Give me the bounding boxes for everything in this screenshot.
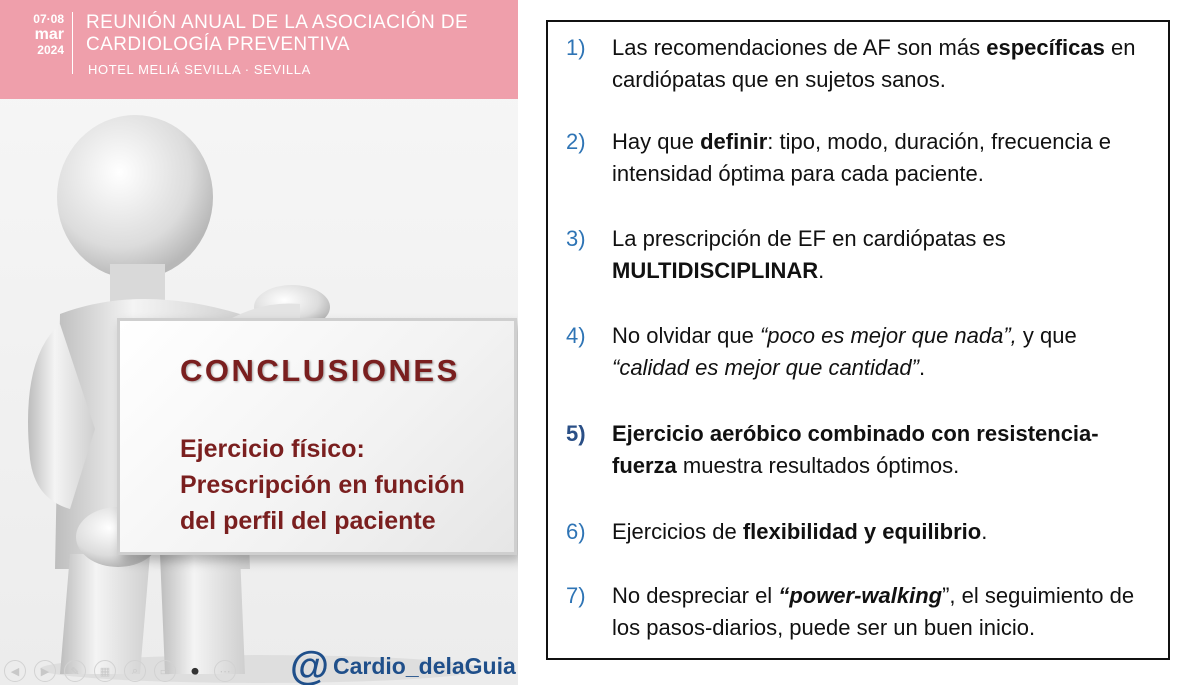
list-item	[566, 418, 1146, 482]
slideshow-toolbar	[0, 660, 236, 685]
card-title: CONCLUSIONES	[180, 353, 460, 388]
event-title-line2: CARDIOLOGÍA PREVENTIVA	[86, 34, 350, 55]
item-text: Ejercicio aeróbico combinado con resistencia-fuerza muestra resultados óptimos.	[612, 421, 1099, 478]
item-text: No olvidar que “poco es mejor que nada”, y que “calidad es mejor que cantidad”.	[612, 323, 1077, 380]
conclusions-card	[117, 318, 517, 555]
item-number: 4)	[566, 323, 586, 348]
item-text: Ejercicios de flexibilidad y equilibrio.	[612, 519, 988, 544]
list-item	[566, 320, 1146, 384]
card-line-2: Prescripción en función	[180, 471, 465, 499]
banner-divider	[72, 12, 73, 74]
handle-name: Cardio_delaGuia	[333, 652, 516, 679]
item-text: Hay que definir: tipo, modo, duración, frecuencia e intensidad óptima para cada paciente.	[612, 129, 1111, 186]
twitter-handle	[290, 644, 516, 685]
event-venue: HOTEL MELIÁ SEVILLA · SEVILLA	[88, 62, 311, 77]
next-slide-icon[interactable]: ▶	[34, 660, 56, 682]
card-line-3: del perfil del paciente	[180, 507, 436, 535]
zoom-icon[interactable]: ⌕	[124, 660, 146, 682]
item-number: 7)	[566, 583, 586, 608]
event-date-days: 07·08	[33, 12, 64, 26]
event-banner	[0, 0, 518, 99]
card-line-1: Ejercicio físico:	[180, 435, 365, 463]
event-title	[86, 12, 468, 56]
list-item	[566, 32, 1146, 96]
list-item	[566, 580, 1146, 644]
list-item	[566, 516, 1146, 548]
more-options-icon[interactable]: ⋯	[214, 660, 236, 682]
prev-slide-icon[interactable]: ◀	[4, 660, 26, 682]
card-subtitle	[180, 431, 465, 539]
slide-panel	[0, 0, 518, 685]
item-text: No despreciar el “power-walking”, el seguimiento de los pasos-diarios, puede ser un buen inicio.	[612, 583, 1135, 640]
list-item	[566, 126, 1146, 190]
at-sign-icon: @	[290, 644, 330, 685]
item-number: 5)	[566, 421, 586, 446]
item-number: 1)	[566, 35, 586, 60]
subtitles-icon[interactable]: ▭	[154, 660, 176, 682]
list-item	[566, 223, 1146, 287]
item-text: Las recomendaciones de AF son más específicas en cardiópatas que en sujetos sanos.	[612, 35, 1136, 92]
conclusions-list	[546, 20, 1170, 660]
pen-icon[interactable]: ✎	[64, 660, 86, 682]
camera-icon[interactable]: ⏺	[191, 662, 199, 680]
item-number: 3)	[566, 226, 586, 251]
item-number: 6)	[566, 519, 586, 544]
item-number: 2)	[566, 129, 586, 154]
event-date-month: mar	[34, 26, 64, 43]
event-title-line1: REUNIÓN ANUAL DE LA ASOCIACIÓN DE	[86, 12, 469, 33]
event-date-year: 2024	[37, 43, 64, 57]
event-date	[4, 12, 64, 57]
item-text: La prescripción de EF en cardiópatas es MULTIDISCIPLINAR.	[612, 226, 1006, 283]
slides-grid-icon[interactable]: ▦	[94, 660, 116, 682]
